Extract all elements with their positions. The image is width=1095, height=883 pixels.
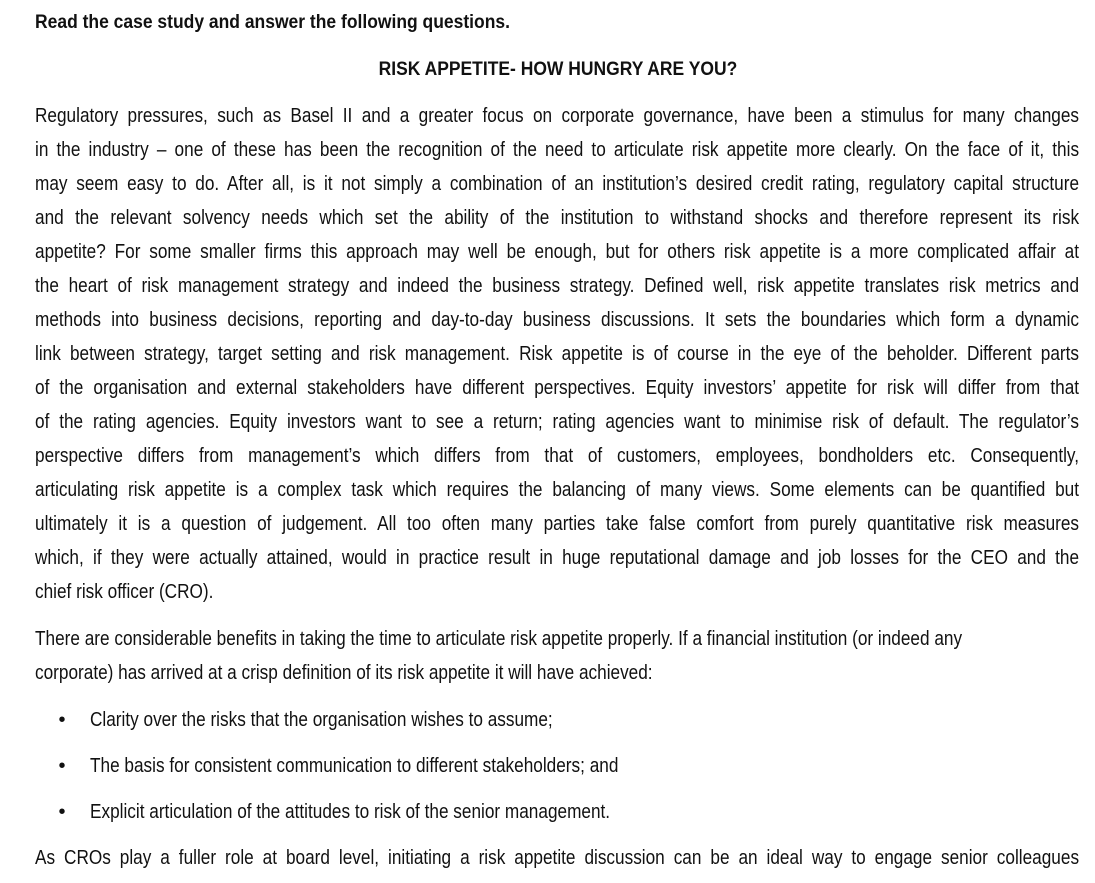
case-study-title-text: RISK APPETITE- HOW HUNGRY ARE YOU?: [378, 59, 737, 80]
text-line: and the relevant solvency needs which set the ability of the institution to withstand shocks and therefore represent its risk: [35, 207, 1080, 229]
bullet-icon: •: [58, 709, 66, 731]
text-line: articulating risk appetite is a complex task which requires the balancing of many views. Some elements can be quantified but: [35, 479, 1080, 501]
bullet-text: The basis for consistent communication to different stakeholders; and: [90, 755, 619, 777]
text-line: in the industry – one of these has been the recognition of the need to articulate risk appetite more clearly. On the face of it, this: [35, 139, 1080, 161]
text-line: of the rating agencies. Equity investors want to see a return; rating agencies want to minimise risk of default. The regulator’s: [35, 411, 1080, 433]
text-line: perspective differs from management’s which differs from that of customers, employees, bondholders etc. Consequently,: [35, 445, 1080, 467]
bullet-icon: •: [58, 755, 66, 777]
paragraph-cro-role: [35, 841, 1079, 875]
text-line: link between strategy, target setting and risk management. Risk appetite is of course in the eye of the beholder. Different parts: [35, 343, 1080, 365]
case-study-title: [0, 56, 1095, 84]
instruction-heading: Read the case study and answer the following questions.: [35, 12, 510, 33]
text-line: As CROs play a fuller role at board level, initiating a risk appetite discussion can be an ideal way to engage senior colleagues: [35, 847, 1080, 869]
text-line: ultimately it is a question of judgement. All too often many parties take false comfort from purely quantitative risk measures: [35, 513, 1080, 535]
text-line: Regulatory pressures, such as Basel II and a greater focus on corporate governance, have been a stimulus for many changes: [35, 105, 1080, 127]
paragraph-regulatory-pressures: [35, 99, 1079, 609]
text-line: may seem easy to do. After all, is it not simply a combination of an institution’s desired credit rating, regulatory capital structure: [35, 173, 1080, 195]
bullet-text: Explicit articulation of the attitudes to risk of the senior management.: [90, 801, 611, 823]
text-line: appetite? For some smaller firms this approach may well be enough, but for others risk appetite is a more complicated affair at: [35, 241, 1080, 263]
text-line: methods into business decisions, reporting and day-to-day business discussions. It sets the boundaries which form a dynamic: [35, 309, 1080, 331]
text-line: There are considerable benefits in taking the time to articulate risk appetite properly. If a financial institution (or indeed any: [35, 628, 963, 650]
bullet-text: Clarity over the risks that the organisation wishes to assume;: [90, 709, 553, 731]
text-line: the heart of risk management strategy and indeed the business strategy. Defined well, risk appetite translates risk metrics and: [35, 275, 1080, 297]
text-line: corporate) has arrived at a crisp definition of its risk appetite it will have achieved:: [35, 662, 653, 684]
bullet-icon: •: [58, 801, 66, 823]
text-line: chief risk officer (CRO).: [35, 581, 214, 603]
text-line: which, if they were actually attained, would in practice result in huge reputational damage and job losses for the CEO and the: [35, 547, 1080, 569]
paragraph-benefits: [35, 622, 1079, 690]
text-line: of the organisation and external stakeholders have different perspectives. Equity investors’ appetite for risk will differ from that: [35, 377, 1080, 399]
